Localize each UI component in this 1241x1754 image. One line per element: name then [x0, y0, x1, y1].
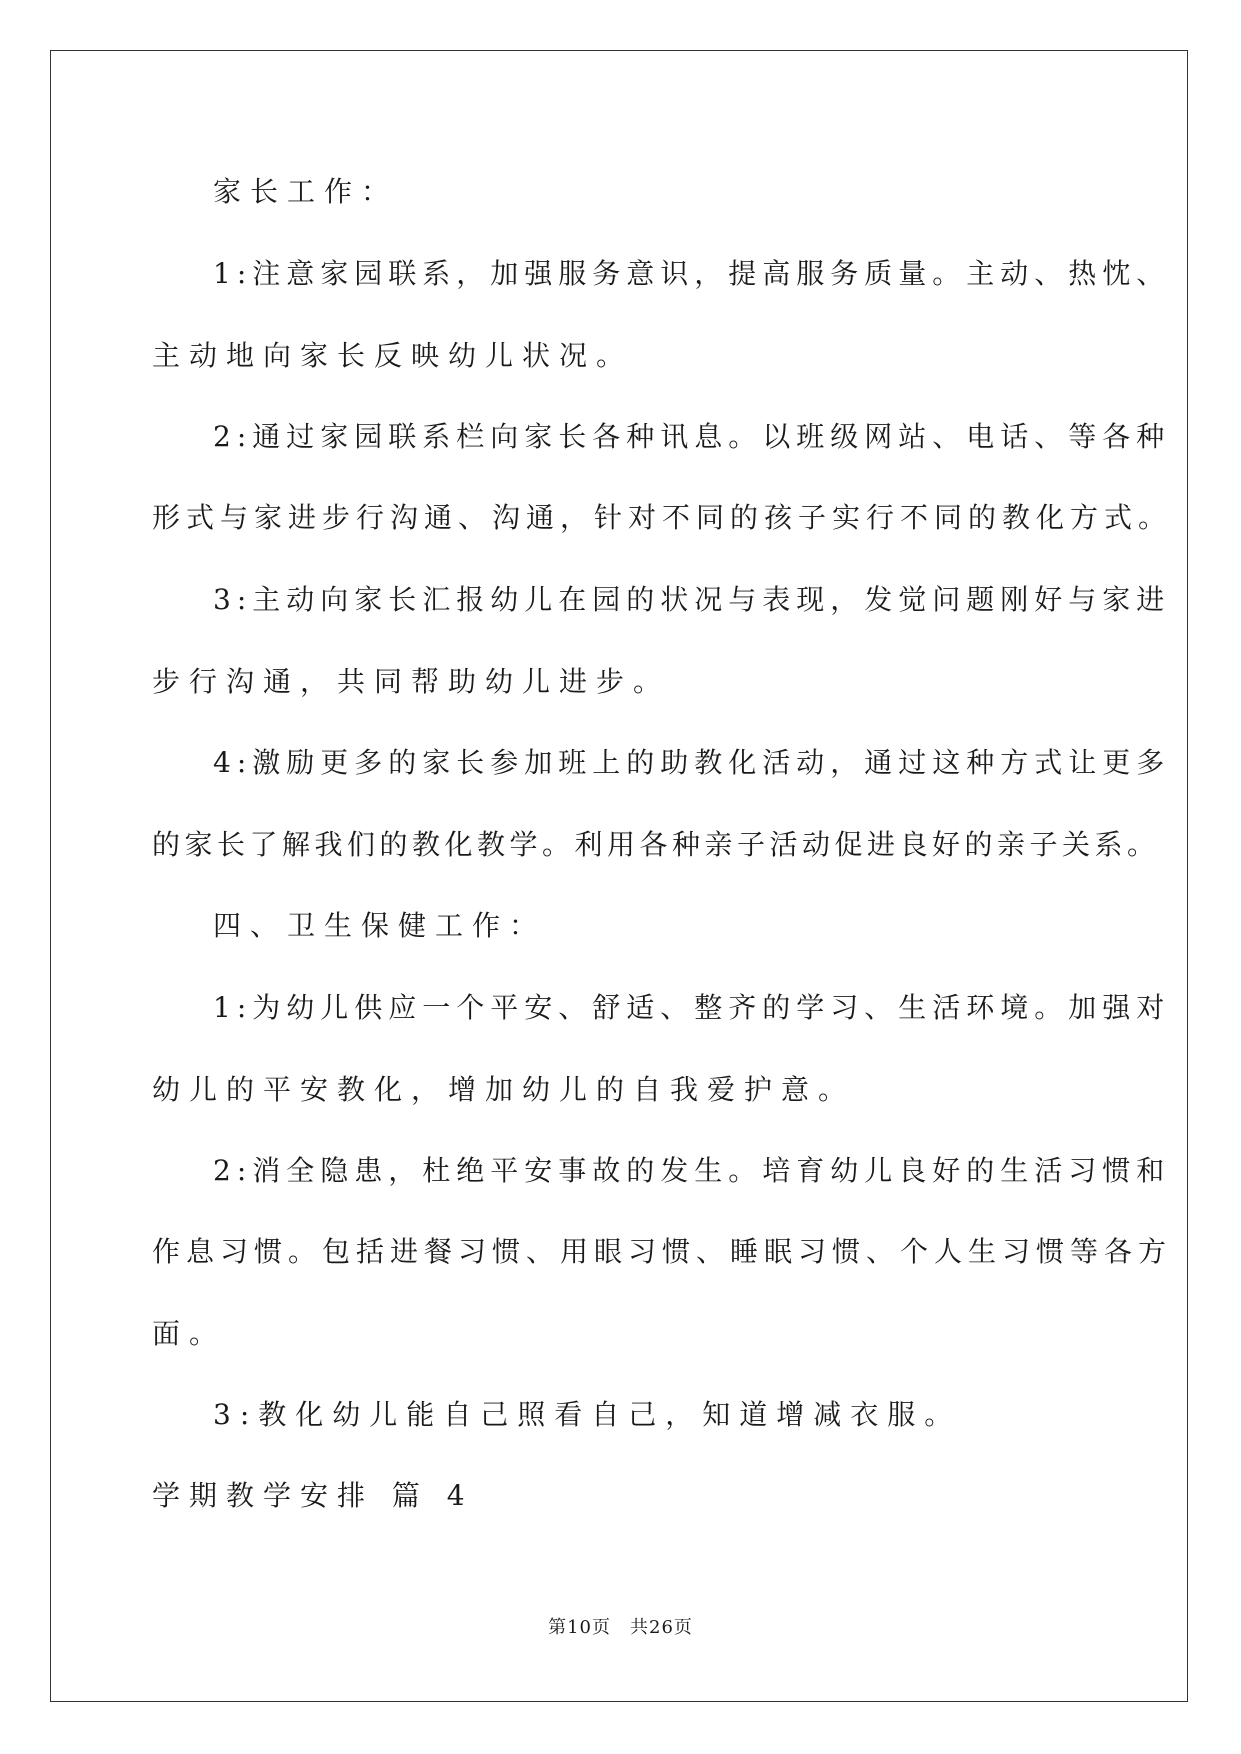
paragraph-line: 形式与家进步行沟通、沟通，针对不同的孩子实行不同的教化方式。: [152, 501, 1173, 534]
paragraph-line: 步行沟通，共同帮助幼儿进步。: [152, 665, 671, 698]
section-heading-health-care: 四、卫生保健工作：: [213, 909, 547, 942]
page-border: [50, 50, 1188, 1702]
paragraph-line: 4:激励更多的家长参加班上的助教化活动，通过这种方式让更多: [213, 746, 1171, 779]
paragraph-line: 面。: [152, 1317, 227, 1350]
paragraph-line: 主动地向家长反映幼儿状况。: [152, 339, 634, 372]
paragraph-line: 2:消全隐患，杜绝平安事故的发生。培育幼儿良好的生活习惯和: [213, 1154, 1171, 1187]
paragraph-heading-parent-work: 家长工作：: [213, 175, 399, 208]
section-title: 学期教学安排 篇 4: [152, 1479, 474, 1512]
paragraph-line: 幼儿的平安教化，增加幼儿的自我爱护意。: [152, 1073, 856, 1106]
paragraph-line: 作息习惯。包括进餐习惯、用眼习惯、睡眠习惯、个人生习惯等各方: [152, 1235, 1173, 1268]
paragraph-line: 的家长了解我们的教化教学。利用各种亲子活动促进良好的亲子关系。: [152, 828, 1160, 861]
paragraph-line: 1:为幼儿供应一个平安、舒适、整齐的学习、生活环境。加强对: [213, 991, 1171, 1024]
paragraph-line: 1:注意家园联系，加强服务意识，提高服务质量。主动、热忱、: [213, 257, 1171, 290]
paragraph-line: 2:通过家园联系栏向家长各种讯息。以班级网站、电话、等各种: [213, 420, 1171, 453]
paragraph-line: 3:主动向家长汇报幼儿在园的状况与表现，发觉问题刚好与家进: [213, 583, 1171, 616]
paragraph-line: 3:教化幼儿能自己照看自己，知道增减衣服。: [213, 1398, 962, 1431]
page-number-footer: 第10页 共26页: [548, 1617, 693, 1638]
